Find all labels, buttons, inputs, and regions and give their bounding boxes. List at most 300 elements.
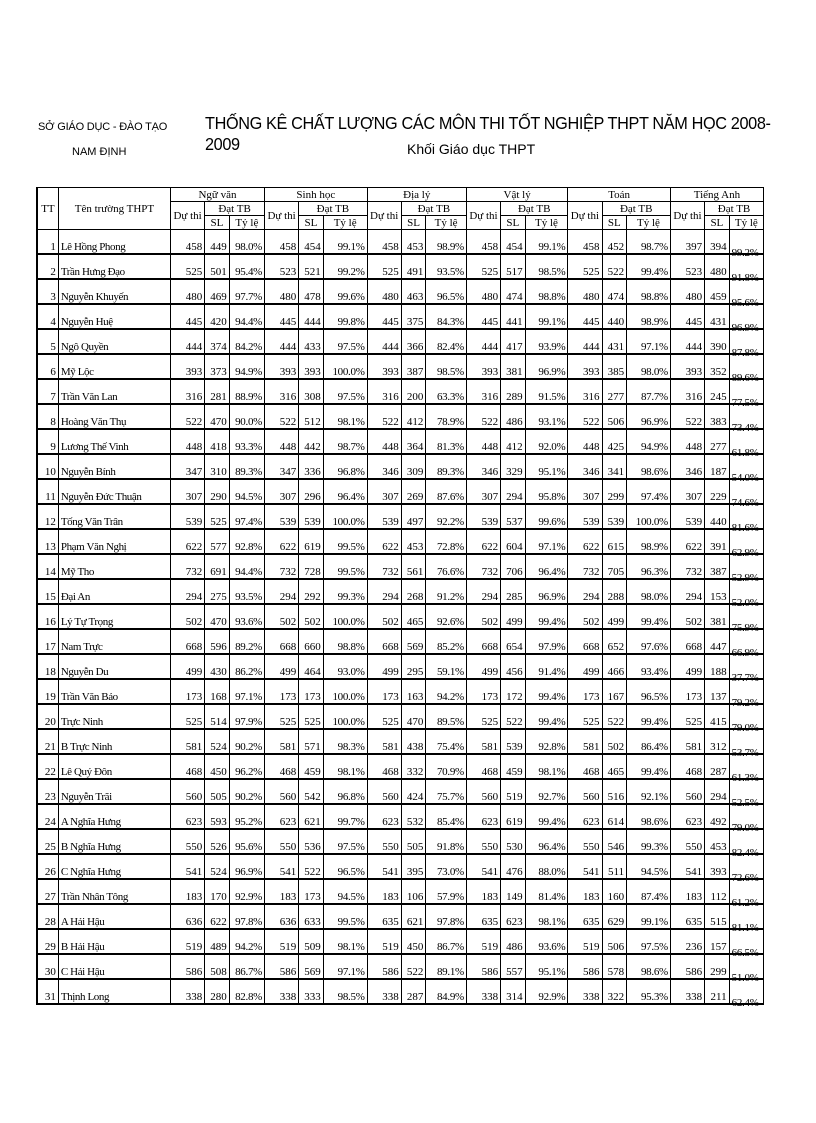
pass-rate-cell: 93.6% <box>229 604 264 629</box>
pass-count-cell: 292 <box>299 579 324 604</box>
pass-count-cell: 430 <box>205 654 230 679</box>
candidates-cell: 522 <box>670 404 704 429</box>
pass-rate-cell: 90.0% <box>229 404 264 429</box>
pass-rate-cell <box>729 604 763 634</box>
candidates-cell: 668 <box>265 629 299 654</box>
table-row <box>37 779 764 804</box>
school-name: B Nghĩa Hưng <box>58 829 170 854</box>
candidates-cell: 393 <box>171 354 205 379</box>
school-name: A Hải Hậu <box>58 904 170 929</box>
candidates-cell: 560 <box>265 779 299 804</box>
row-number: 23 <box>37 779 58 804</box>
row-number: 12 <box>37 504 58 529</box>
pass-rate-value: 81.1% <box>731 922 759 934</box>
candidates-cell: 448 <box>171 429 205 454</box>
candidates-cell: 468 <box>466 754 500 779</box>
row-number: 26 <box>37 854 58 879</box>
candidates-cell: 622 <box>265 529 299 554</box>
pass-rate-cell <box>729 479 763 509</box>
pass-count-cell: 569 <box>299 954 324 979</box>
pass-rate-cell: 93.5% <box>229 579 264 604</box>
candidates-cell: 294 <box>265 579 299 604</box>
header-subject: Ngữ văn <box>171 188 265 202</box>
candidates-cell: 636 <box>171 904 205 929</box>
pass-count-cell: 153 <box>705 579 730 604</box>
pass-count-cell: 375 <box>401 304 426 329</box>
pass-rate-cell: 86.7% <box>229 954 264 979</box>
candidates-cell: 525 <box>265 704 299 729</box>
pass-rate-cell: 98.8% <box>323 629 367 654</box>
pass-count-cell: 277 <box>705 429 730 454</box>
pass-rate-cell: 96.5% <box>627 679 671 704</box>
pass-count-cell: 476 <box>501 854 526 879</box>
pass-count-cell: 522 <box>602 254 627 279</box>
pass-rate-value: 61.3% <box>731 772 759 784</box>
pass-rate-cell: 92.2% <box>426 504 467 529</box>
pass-count-cell: 530 <box>501 829 526 854</box>
pass-count-cell: 450 <box>401 929 426 954</box>
pass-rate-cell: 89.2% <box>229 629 264 654</box>
candidates-cell: 316 <box>171 379 205 404</box>
candidates-cell: 480 <box>466 279 500 304</box>
pass-rate-cell: 100.0% <box>323 604 367 629</box>
candidates-cell: 525 <box>670 704 704 729</box>
candidates-cell: 586 <box>171 954 205 979</box>
candidates-cell: 173 <box>568 679 602 704</box>
pass-rate-cell: 85.2% <box>426 629 467 654</box>
candidates-cell: 183 <box>466 879 500 904</box>
candidates-cell: 183 <box>670 879 704 904</box>
pass-rate-value: 87.8% <box>731 347 759 359</box>
pass-count-cell: 187 <box>705 454 730 479</box>
pass-count-cell: 444 <box>299 304 324 329</box>
header-rate: Tỷ lệ <box>323 216 367 230</box>
pass-count-cell: 536 <box>299 829 324 854</box>
pass-count-cell: 374 <box>205 329 230 354</box>
pass-rate-value: 91.8% <box>731 272 759 284</box>
candidates-cell: 338 <box>466 979 500 1004</box>
candidates-cell: 732 <box>171 554 205 579</box>
school-name: Trần Hưng Đạo <box>58 254 170 279</box>
pass-count-cell: 578 <box>602 954 627 979</box>
pass-count-cell: 442 <box>299 429 324 454</box>
pass-rate-value: 72.6% <box>731 872 759 884</box>
pass-rate-cell <box>729 879 763 909</box>
header-subject: Sinh học <box>265 188 368 202</box>
candidates-cell: 519 <box>466 929 500 954</box>
school-name: Hoàng Văn Thụ <box>58 404 170 429</box>
candidates-cell: 444 <box>171 329 205 354</box>
header-school: Tên trường THPT <box>58 188 170 230</box>
pass-count-cell: 459 <box>705 279 730 304</box>
candidates-cell: 636 <box>265 904 299 929</box>
pass-rate-cell <box>729 404 763 434</box>
pass-rate-cell: 97.1% <box>627 329 671 354</box>
pass-rate-value: 61.2% <box>731 897 759 909</box>
table-row <box>37 704 764 729</box>
school-name: Tống Văn Trân <box>58 504 170 529</box>
pass-rate-cell: 98.0% <box>229 230 264 255</box>
pass-count-cell: 506 <box>602 929 627 954</box>
pass-count-cell: 299 <box>602 479 627 504</box>
pass-count-cell: 441 <box>501 304 526 329</box>
pass-count-cell: 229 <box>705 479 730 504</box>
pass-count-cell: 511 <box>602 854 627 879</box>
pass-rate-cell: 98.6% <box>627 804 671 829</box>
pass-rate-cell: 97.9% <box>229 704 264 729</box>
header-pass: Đạt TB <box>299 202 367 216</box>
pass-rate-cell: 98.6% <box>627 454 671 479</box>
candidates-cell: 525 <box>171 704 205 729</box>
row-number: 13 <box>37 529 58 554</box>
candidates-cell: 499 <box>171 654 205 679</box>
pass-rate-value: 74.6% <box>731 497 759 509</box>
pass-rate-cell: 100.0% <box>323 504 367 529</box>
pass-rate-cell: 99.4% <box>627 704 671 729</box>
pass-rate-cell: 98.1% <box>323 929 367 954</box>
pass-rate-cell: 96.9% <box>525 354 568 379</box>
row-number: 20 <box>37 704 58 729</box>
school-name: Đại An <box>58 579 170 604</box>
pass-count-cell: 245 <box>705 379 730 404</box>
pass-count-cell: 486 <box>501 929 526 954</box>
school-name: Ngô Quyền <box>58 329 170 354</box>
school-name: C Hải Hậu <box>58 954 170 979</box>
header-rate: Tỷ lệ <box>525 216 568 230</box>
pass-count-cell: 390 <box>705 329 730 354</box>
pass-rate-cell <box>729 329 763 359</box>
pass-rate-cell <box>729 279 763 309</box>
pass-count-cell: 294 <box>705 779 730 804</box>
pass-rate-cell: 89.3% <box>426 454 467 479</box>
pass-count-cell: 188 <box>705 654 730 679</box>
candidates-cell: 480 <box>367 279 401 304</box>
pass-count-cell: 539 <box>299 504 324 529</box>
pass-rate-cell: 99.4% <box>525 604 568 629</box>
row-number: 10 <box>37 454 58 479</box>
header-count: SL <box>501 216 526 230</box>
candidates-cell: 539 <box>367 504 401 529</box>
pass-count-cell: 391 <box>705 529 730 554</box>
pass-rate-cell: 99.4% <box>627 254 671 279</box>
school-name: Nguyễn Khuyến <box>58 279 170 304</box>
header-count: SL <box>401 216 426 230</box>
candidates-cell: 539 <box>670 504 704 529</box>
pass-rate-cell: 97.1% <box>229 679 264 704</box>
pass-rate-cell: 92.8% <box>525 729 568 754</box>
report-subtitle: Khối Giáo dục THPT <box>407 141 536 157</box>
header-subject: Tiếng Anh <box>670 188 763 202</box>
pass-rate-cell: 95.4% <box>229 254 264 279</box>
pass-count-cell: 705 <box>602 554 627 579</box>
pass-rate-cell: 99.1% <box>323 230 367 255</box>
pass-rate-cell: 95.6% <box>229 829 264 854</box>
pass-count-cell: 728 <box>299 554 324 579</box>
pass-count-cell: 474 <box>501 279 526 304</box>
candidates-cell: 586 <box>568 954 602 979</box>
pass-rate-cell: 94.4% <box>229 554 264 579</box>
pass-count-cell: 660 <box>299 629 324 654</box>
pass-count-cell: 170 <box>205 879 230 904</box>
pass-rate-cell: 97.8% <box>426 904 467 929</box>
pass-rate-cell: 97.6% <box>627 629 671 654</box>
pass-rate-cell: 97.1% <box>525 529 568 554</box>
pass-rate-cell: 84.3% <box>426 304 467 329</box>
candidates-cell: 294 <box>466 579 500 604</box>
candidates-cell: 668 <box>171 629 205 654</box>
pass-count-cell: 465 <box>401 604 426 629</box>
pass-count-cell: 474 <box>602 279 627 304</box>
pass-rate-cell: 86.2% <box>229 654 264 679</box>
pass-count-cell: 280 <box>205 979 230 1004</box>
pass-count-cell: 469 <box>205 279 230 304</box>
pass-rate-cell: 98.5% <box>323 979 367 1004</box>
candidates-cell: 468 <box>171 754 205 779</box>
candidates-cell: 294 <box>171 579 205 604</box>
table-row <box>37 404 764 429</box>
header-pass: Đạt TB <box>705 202 764 216</box>
candidates-cell: 480 <box>265 279 299 304</box>
pass-rate-cell: 73.0% <box>426 854 467 879</box>
header-rate: Tỷ lệ <box>729 216 763 230</box>
candidates-cell: 550 <box>466 829 500 854</box>
pass-rate-value: 54.0% <box>731 472 759 484</box>
pass-rate-cell: 94.9% <box>229 354 264 379</box>
pass-count-cell: 433 <box>299 329 324 354</box>
candidates-cell: 307 <box>466 479 500 504</box>
pass-rate-cell <box>729 304 763 334</box>
header-count: SL <box>602 216 627 230</box>
candidates-cell: 586 <box>670 954 704 979</box>
candidates-cell: 480 <box>568 279 602 304</box>
table-row <box>37 429 764 454</box>
pass-rate-value: 81.6% <box>731 522 759 534</box>
school-name: Nguyễn Du <box>58 654 170 679</box>
candidates-cell: 732 <box>265 554 299 579</box>
pass-rate-value: 96.9% <box>731 322 759 334</box>
pass-count-cell: 341 <box>602 454 627 479</box>
candidates-cell: 499 <box>466 654 500 679</box>
pass-count-cell: 539 <box>602 504 627 529</box>
pass-rate-cell: 97.5% <box>323 379 367 404</box>
school-name: Trần Văn Lan <box>58 379 170 404</box>
pass-count-cell: 431 <box>705 304 730 329</box>
candidates-cell: 307 <box>265 479 299 504</box>
pass-count-cell: 394 <box>705 230 730 255</box>
row-number: 3 <box>37 279 58 304</box>
pass-count-cell: 526 <box>205 829 230 854</box>
candidates-cell: 173 <box>466 679 500 704</box>
pass-rate-cell: 98.9% <box>426 230 467 255</box>
candidates-cell: 444 <box>265 329 299 354</box>
pass-rate-cell: 89.5% <box>426 704 467 729</box>
pass-rate-value: 73.4% <box>731 422 759 434</box>
pass-count-cell: 633 <box>299 904 324 929</box>
pass-rate-cell: 96.9% <box>525 579 568 604</box>
candidates-cell: 173 <box>670 679 704 704</box>
candidates-cell: 550 <box>171 829 205 854</box>
org-name-line2: NAM ĐỊNH <box>72 146 127 158</box>
school-name: Lê Quý Đôn <box>58 754 170 779</box>
pass-count-cell: 577 <box>205 529 230 554</box>
pass-count-cell: 393 <box>299 354 324 379</box>
pass-count-cell: 464 <box>299 654 324 679</box>
pass-rate-cell: 99.6% <box>323 279 367 304</box>
pass-count-cell: 517 <box>501 254 526 279</box>
pass-count-cell: 537 <box>501 504 526 529</box>
pass-rate-cell: 86.4% <box>627 729 671 754</box>
table-row <box>37 254 764 279</box>
candidates-cell: 586 <box>466 954 500 979</box>
candidates-cell: 519 <box>171 929 205 954</box>
pass-count-cell: 454 <box>299 230 324 255</box>
candidates-cell: 623 <box>171 804 205 829</box>
school-name: B Hải Hậu <box>58 929 170 954</box>
row-number: 21 <box>37 729 58 754</box>
pass-rate-cell: 98.7% <box>627 230 671 255</box>
candidates-cell: 586 <box>265 954 299 979</box>
pass-rate-cell <box>729 979 763 1009</box>
row-number: 27 <box>37 879 58 904</box>
candidates-cell: 550 <box>568 829 602 854</box>
candidates-cell: 622 <box>171 529 205 554</box>
candidates-cell: 541 <box>568 854 602 879</box>
pass-rate-value: 89.6% <box>731 372 759 384</box>
candidates-cell: 539 <box>568 504 602 529</box>
pass-rate-cell: 97.1% <box>323 954 367 979</box>
candidates-cell: 522 <box>466 404 500 429</box>
pass-rate-value: 82.4% <box>731 847 759 859</box>
row-number: 16 <box>37 604 58 629</box>
candidates-cell: 316 <box>568 379 602 404</box>
row-number: 11 <box>37 479 58 504</box>
candidates-cell: 468 <box>670 754 704 779</box>
pass-rate-cell: 94.2% <box>229 929 264 954</box>
candidates-cell: 316 <box>367 379 401 404</box>
school-name: Nam Trực <box>58 629 170 654</box>
school-name: Mỹ Lộc <box>58 354 170 379</box>
pass-count-cell: 308 <box>299 379 324 404</box>
table-row <box>37 629 764 654</box>
pass-rate-cell: 78.9% <box>426 404 467 429</box>
pass-rate-cell: 96.5% <box>323 854 367 879</box>
pass-rate-value: 52.9% <box>731 572 759 584</box>
pass-rate-cell: 92.9% <box>229 879 264 904</box>
pass-count-cell: 619 <box>299 529 324 554</box>
row-number: 22 <box>37 754 58 779</box>
pass-rate-cell: 98.3% <box>323 729 367 754</box>
candidates-cell: 480 <box>670 279 704 304</box>
pass-rate-cell: 96.4% <box>525 829 568 854</box>
pass-rate-cell: 70.9% <box>426 754 467 779</box>
pass-rate-cell <box>729 579 763 609</box>
candidates-cell: 338 <box>171 979 205 1004</box>
candidates-cell: 550 <box>367 829 401 854</box>
pass-count-cell: 277 <box>602 379 627 404</box>
pass-count-cell: 453 <box>401 529 426 554</box>
header-subject: Địa lý <box>367 188 466 202</box>
pass-rate-cell: 99.4% <box>627 604 671 629</box>
school-name: Lê Hồng Phong <box>58 230 170 255</box>
pass-rate-cell: 93.9% <box>525 329 568 354</box>
row-number: 7 <box>37 379 58 404</box>
pass-count-cell: 438 <box>401 729 426 754</box>
candidates-cell: 525 <box>568 254 602 279</box>
pass-rate-value: 62.4% <box>731 997 759 1009</box>
candidates-cell: 541 <box>466 854 500 879</box>
row-number: 4 <box>37 304 58 329</box>
pass-count-cell: 480 <box>705 254 730 279</box>
pass-rate-cell: 95.2% <box>229 804 264 829</box>
row-number: 25 <box>37 829 58 854</box>
candidates-cell: 539 <box>466 504 500 529</box>
candidates-cell: 586 <box>367 954 401 979</box>
pass-count-cell: 172 <box>501 679 526 704</box>
pass-rate-cell <box>729 929 763 959</box>
pass-count-cell: 539 <box>501 729 526 754</box>
pass-count-cell: 621 <box>401 904 426 929</box>
pass-count-cell: 287 <box>705 754 730 779</box>
pass-count-cell: 281 <box>205 379 230 404</box>
school-name: Phạm Văn Nghị <box>58 529 170 554</box>
candidates-cell: 307 <box>367 479 401 504</box>
pass-count-cell: 157 <box>705 929 730 954</box>
candidates-cell: 522 <box>265 404 299 429</box>
candidates-cell: 541 <box>265 854 299 879</box>
candidates-cell: 183 <box>568 879 602 904</box>
pass-rate-cell: 97.5% <box>627 929 671 954</box>
pass-rate-cell: 94.4% <box>229 304 264 329</box>
candidates-cell: 525 <box>568 704 602 729</box>
pass-rate-cell: 99.6% <box>525 504 568 529</box>
header-pass: Đạt TB <box>602 202 670 216</box>
pass-count-cell: 546 <box>602 829 627 854</box>
pass-rate-cell: 57.9% <box>426 879 467 904</box>
pass-rate-cell: 72.8% <box>426 529 467 554</box>
pass-rate-cell: 96.8% <box>323 779 367 804</box>
pass-rate-cell: 94.2% <box>426 679 467 704</box>
candidates-cell: 502 <box>670 604 704 629</box>
row-number: 24 <box>37 804 58 829</box>
pass-count-cell: 478 <box>299 279 324 304</box>
candidates-cell: 635 <box>568 904 602 929</box>
pass-count-cell: 499 <box>501 604 526 629</box>
table-row <box>37 379 764 404</box>
pass-rate-cell: 98.9% <box>627 304 671 329</box>
table-row <box>37 829 764 854</box>
table-row <box>37 679 764 704</box>
pass-count-cell: 373 <box>205 354 230 379</box>
table-row <box>37 579 764 604</box>
header-count: SL <box>299 216 324 230</box>
candidates-cell: 236 <box>670 929 704 954</box>
pass-rate-cell <box>729 629 763 659</box>
pass-count-cell: 470 <box>205 604 230 629</box>
header-pass: Đạt TB <box>205 202 265 216</box>
pass-rate-cell <box>729 529 763 559</box>
pass-rate-cell: 99.8% <box>323 304 367 329</box>
pass-rate-cell: 75.4% <box>426 729 467 754</box>
pass-rate-cell <box>729 854 763 884</box>
candidates-cell: 502 <box>171 604 205 629</box>
pass-count-cell: 288 <box>602 579 627 604</box>
pass-rate-cell <box>729 729 763 759</box>
pass-rate-cell: 89.3% <box>229 454 264 479</box>
pass-rate-cell: 95.3% <box>627 979 671 1004</box>
row-number: 14 <box>37 554 58 579</box>
pass-count-cell: 275 <box>205 579 230 604</box>
pass-rate-cell: 59.1% <box>426 654 467 679</box>
